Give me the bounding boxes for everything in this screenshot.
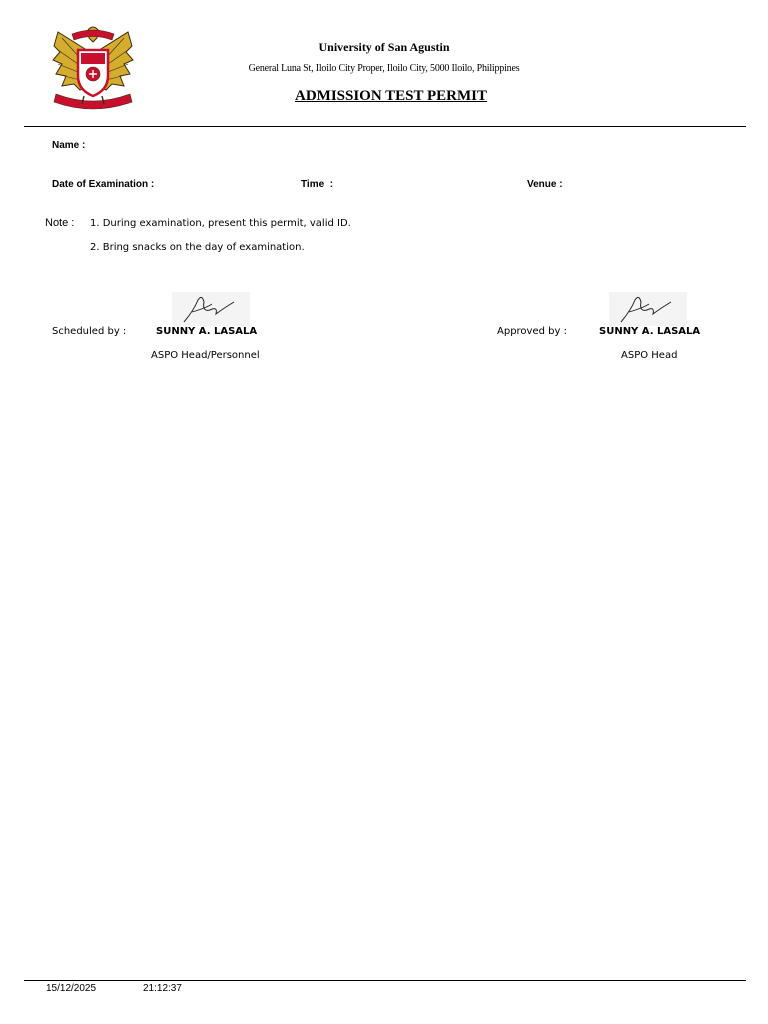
approved-by-title: ASPO Head bbox=[621, 350, 678, 361]
name-label: Name : bbox=[52, 140, 86, 151]
university-address: General Luna St, Iloilo City Proper, Iloilo City, 5000 Iloilo, Philippines bbox=[248, 63, 520, 74]
scheduled-by-label: Scheduled by : bbox=[52, 326, 127, 337]
footer-date: 15/12/2025 bbox=[46, 983, 97, 994]
permit-title: ADMISSION TEST PERMIT bbox=[295, 88, 487, 104]
approved-by-signature bbox=[609, 292, 687, 326]
header-divider bbox=[24, 126, 746, 127]
scheduled-by-signature bbox=[172, 292, 250, 326]
venue-label: Venue : bbox=[527, 179, 563, 190]
note-label: Note : bbox=[45, 217, 75, 229]
approved-by-label: Approved by : bbox=[497, 326, 567, 337]
note-item-2: 2. Bring snacks on the day of examination. bbox=[90, 242, 305, 253]
university-name: University of San Agustin bbox=[318, 40, 450, 54]
time-label: Time : bbox=[301, 179, 334, 190]
scheduled-by-title: ASPO Head/Personnel bbox=[151, 350, 260, 361]
footer-divider bbox=[24, 980, 746, 981]
note-item-1: 1. During examination, present this permit, valid ID. bbox=[90, 218, 351, 229]
scheduled-by-name: SUNNY A. LASALA bbox=[156, 326, 258, 337]
date-of-examination-label: Date of Examination : bbox=[52, 179, 155, 190]
approved-by-name: SUNNY A. LASALA bbox=[599, 326, 701, 337]
footer-time: 21:12:37 bbox=[143, 983, 182, 994]
